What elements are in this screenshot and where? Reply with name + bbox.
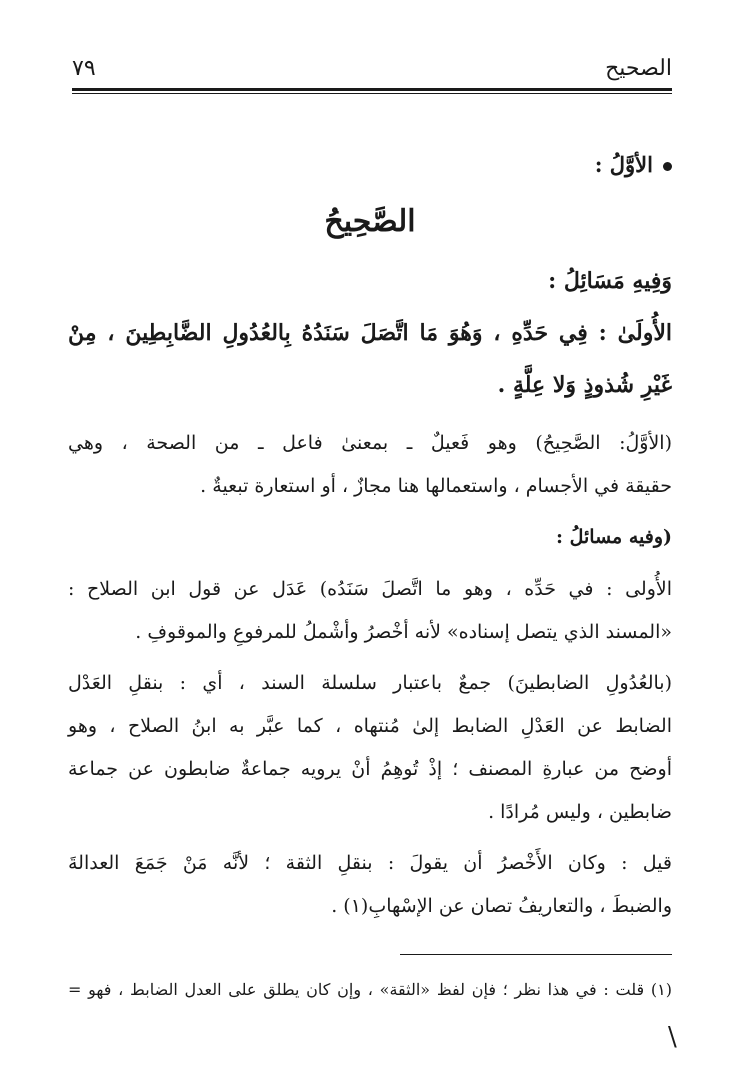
sharh-p2-line-1: (وفيه مسائلُ : [555, 526, 672, 548]
matn-line-2: غَيْرِ شُذوذٍ وَلا عِلَّةٍ . [497, 372, 672, 398]
running-title: الصحيح [605, 56, 672, 81]
sharh-p4-line-2: الضابط عن العَدْلِ الضابط إلىٰ مُنتهاه ، كما عبَّر به ابنُ الصلاح ، وهو [68, 715, 672, 737]
bullet-icon [663, 162, 672, 171]
running-header [72, 52, 672, 92]
footnote-separator [400, 954, 672, 955]
sharh-p3-line-2: «المسند الذي يتصل إسناده» لأنه أخْصرُ وأشْملُ للمرفوعِ والموقوفِ . [135, 621, 672, 643]
chapter-title: الصَّحِيحُ [324, 204, 416, 239]
sharh-p4-line-4: ضابطين ، وليس مُرادًا . [488, 801, 672, 823]
section-heading [595, 152, 672, 177]
sharh-p5-line-2: والضبطَ ، والتعاريفُ تصان عن الإسْهابِ(١) . [331, 895, 672, 917]
section-label: الأوَّلُ : [594, 152, 653, 177]
header-rule-thick [72, 88, 672, 91]
sharh-p1-line-2: حقيقة في الأجسام ، واستعمالها هنا مجازٌ ، أو استعارة تبعيةٌ . [200, 475, 672, 497]
matn-intro: وَفِيهِ مَسَائِلُ : [548, 268, 672, 294]
footnote: (١) قلت : في هذا نظر ؛ فإن لفظ «الثقة» ، وإن كان يطلق على العدل الضابط ، فهو = [68, 980, 672, 999]
sharh-p4-line-3: أوضح من عبارةِ المصنف ؛ إذْ تُوهِمُ أنْ يرويه جماعةٌ ضابطون عن جماعة [68, 758, 672, 780]
sharh-p1-line-1: (الأوَّلُ: الصَّحِيحُ) وهو فَعيلٌ ـ بمعنىٰ فاعل ـ من الصحة ، وهي [68, 432, 672, 454]
margin-mark: \ [668, 1022, 677, 1052]
matn-line-1: الأُولَىٰ : فِي حَدِّهِ ، وَهُوَ مَا اتَّصَلَ سَنَدُهُ بِالعُدُولِ الضَّابِطِينَ ، مِنْ [68, 320, 672, 346]
sharh-p3-line-1: الأُولى : في حَدِّه ، وهو ما اتَّصلَ سَنَدُه) عَدَل عن قول ابن الصلاح : [68, 578, 672, 600]
sharh-p5-line-1: قيل : وكان الأَخْصرُ أن يقولَ : بنقلِ الثقة ؛ لأنَّه مَنْ جَمَعَ العدالةَ [68, 852, 672, 874]
page-number: ٧٩ [72, 56, 96, 81]
header-rule-thin [72, 93, 672, 94]
sharh-p4-line-1: (بالعُدُولِ الضابطينَ) جمعٌ باعتبار سلسلة السند ، أي : بنقلِ العَدْل [68, 672, 672, 694]
